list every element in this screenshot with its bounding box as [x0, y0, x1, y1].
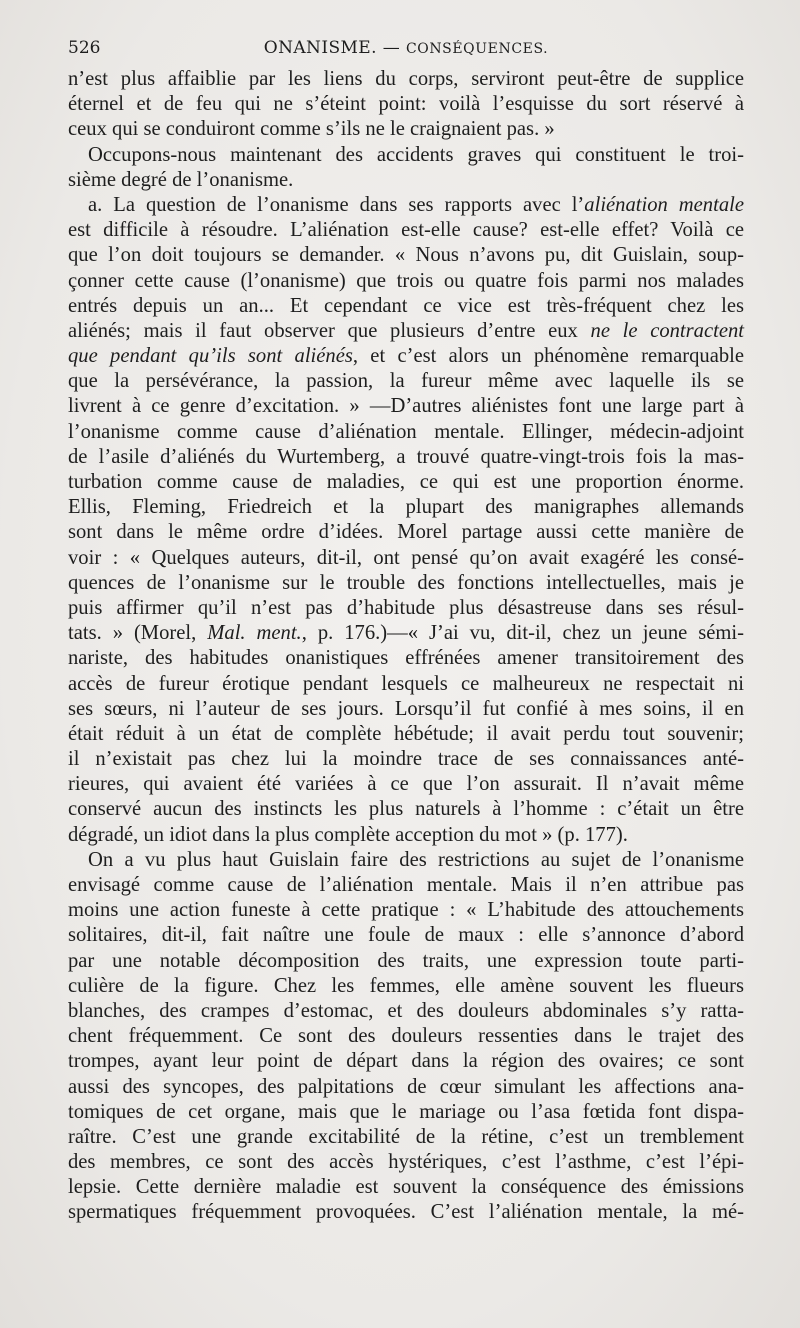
text-line: nariste, des habitudes onanistiques effrénées amener transitoirement des	[68, 647, 744, 670]
running-head-subtitle: CONSÉQUENCES.	[405, 41, 549, 57]
text-line: livrent à ce genre d’excitation. » —D’autres aliénistes font une large part à	[68, 395, 744, 418]
text-line: sont dans le même ordre d’idées. Morel partage aussi cette manière de	[68, 521, 744, 544]
text-line: voir : « Quelques auteurs, dit-il, ont pensé qu’on avait exagéré les consé-	[68, 546, 744, 569]
text-line: çonner cette cause (l’onanisme) que trois ou quatre fois parmi nos malades	[68, 269, 744, 292]
text-segment: a. La question de l’onanisme dans ses rapports avec l’	[88, 193, 585, 216]
text-line: il n’existait pas chez lui la moindre trace de ses connaissances anté-	[68, 748, 744, 771]
text-line	[68, 319, 744, 344]
text-line: ceux qui se conduiront comme s’ils ne le craignaient pas. »	[68, 118, 555, 141]
text-line: On a vu plus haut Guislain faire des restrictions au sujet de l’onanisme	[88, 848, 744, 871]
text-line: ses sœurs, ni l’auteur de ses jours. Lorsqu’il fut confié à mes soins, il en	[68, 697, 744, 720]
text-line: des membres, ce sont des accès hystériques, c’est l’asthme, c’est l’épi-	[68, 1151, 744, 1174]
text-line: chent fréquemment. Ce sont des douleurs ressenties dans le trajet des	[68, 1025, 744, 1048]
text-line: conservé aucun des instincts les plus naturels à l’homme : c’était un être	[68, 798, 744, 821]
text-line: est difficile à résoudre. L’aliénation est-elle cause? est-elle effet? Voilà ce	[68, 219, 744, 242]
italic-segment: ne le contractent	[590, 319, 744, 342]
text-line: Ellis, Fleming, Friedreich et la plupart des manigraphes allemands	[68, 496, 744, 519]
text-line: par une notable décomposition des traits, une expression toute parti-	[68, 949, 744, 972]
text-line: que l’on doit toujours se demander. « Nous n’avons pu, dit Guislain, soup-	[68, 244, 744, 267]
text-line: aussi des syncopes, des palpitations de cœur simulant les affections ana-	[68, 1075, 744, 1098]
text-line: solitaires, dit-il, fait naître une foule de maux : elle s’annonce d’abord	[68, 924, 744, 947]
text-line: blanches, des crampes d’estomac, et des douleurs abdominales s’y ratta-	[68, 999, 744, 1022]
text-line: culière de la figure. Chez les femmes, elle amène souvent les flueurs	[68, 974, 744, 997]
text-line: rieures, qui avaient été variées à ce que l’on assurait. Il n’avait même	[68, 773, 744, 796]
italic-segment: que pendant qu’ils sont aliénés	[68, 345, 353, 368]
running-head	[68, 34, 744, 63]
body-text	[68, 67, 744, 1226]
text-line	[68, 621, 744, 646]
text-line: trompes, ayant leur point de départ dans la région des ovaires; ce sont	[68, 1050, 744, 1073]
running-head-separator: —	[376, 38, 406, 58]
text-line: accès de fureur érotique pendant lesquels ce malheureux ne respectait ni	[68, 672, 744, 695]
text-line: dégradé, un idiot dans la plus complète acception du mot » (p. 177).	[68, 823, 628, 846]
text-segment: , p. 176.)—« J’ai vu, dit-il, chez un jeune sémi-	[301, 622, 745, 645]
text-line: envisagé comme cause de l’aliénation mentale. Mais il n’en attribue pas	[68, 874, 744, 896]
page-header	[68, 34, 744, 62]
page-number: 526	[68, 38, 101, 58]
text-line: moins une action funeste à cette pratique : « L’habitude des attouchements	[68, 899, 744, 922]
text-line: était réduit à un état de complète hébétude; il avait perdu tout souvenir;	[68, 722, 744, 745]
text-segment: tats. » (Morel,	[68, 622, 208, 645]
text-line: entrés depuis un an... Et cependant ce vice est très-fréquent chez les	[68, 294, 744, 317]
text-line: raître. C’est une grande excitabilité de la rétine, c’est un tremblement	[68, 1125, 744, 1148]
text-line	[68, 344, 744, 369]
text-line: éternel et de feu qui ne s’éteint point: voilà l’esquisse du sort réservé à	[68, 93, 744, 116]
text-line: sième degré de l’onanisme.	[68, 168, 294, 191]
text-line: puis affirmer qu’il n’est pas d’habitude plus désastreuse dans ses résul-	[68, 596, 744, 619]
text-line: turbation comme cause de maladies, ce qui est une proportion énorme.	[68, 471, 744, 493]
text-line: que la persévérance, la passion, la fureur même avec laquelle ils se	[68, 370, 744, 393]
text-segment: aliénés; mais il faut observer que plusieurs d’entre eux	[68, 319, 591, 342]
italic-segment: aliénation mentale	[584, 193, 744, 216]
italic-segment: Mal. ment.	[207, 622, 302, 645]
text-line: l’onanisme comme cause d’aliénation mentale. Ellinger, médecin-adjoint	[68, 420, 744, 443]
text-segment: , et c’est alors un phénomène remarquable	[352, 345, 745, 368]
text-line: tomiques de cet organe, mais que le mariage ou l’asa fœtida font dispa-	[68, 1100, 744, 1123]
text-line	[68, 193, 744, 218]
text-line: quences de l’onanisme sur le trouble des fonctions intellectuelles, mais je	[68, 571, 744, 594]
text-line: lepsie. Cette dernière maladie est souvent la conséquence des émissions	[68, 1176, 744, 1199]
text-line: Occupons-nous maintenant des accidents graves qui constituent le troi-	[88, 143, 744, 166]
text-line: n’est plus affaiblie par les liens du corps, serviront peut-être de supplice	[68, 68, 744, 90]
text-line: spermatiques fréquemment provoquées. C’est l’aliénation mentale, la mé-	[68, 1201, 744, 1224]
running-head-title: ONANISME.	[263, 38, 377, 58]
text-line: de l’asile d’aliénés du Wurtemberg, a trouvé quatre-vingt-trois fois la mas-	[68, 445, 744, 468]
